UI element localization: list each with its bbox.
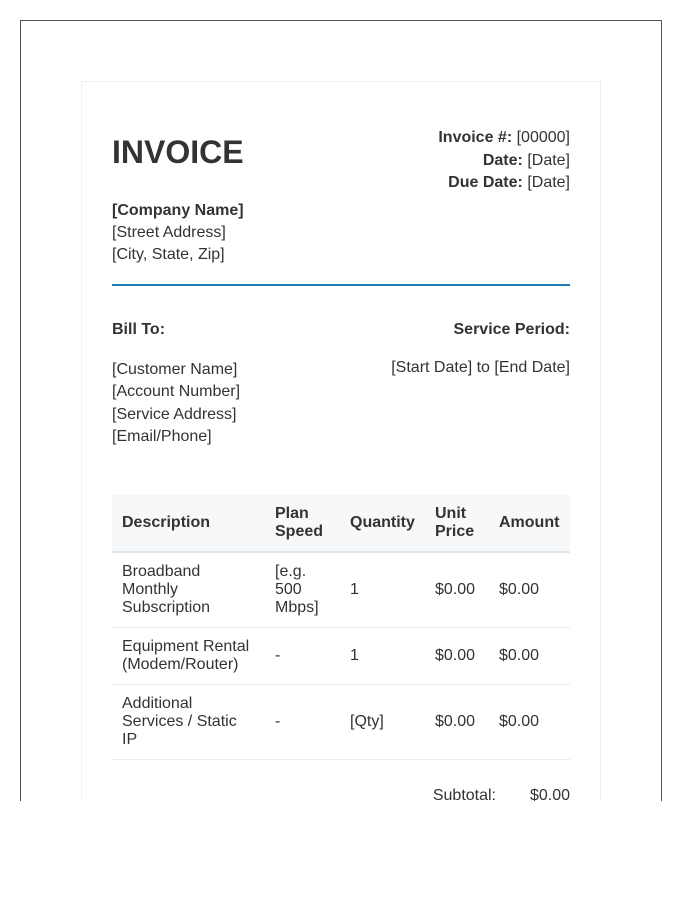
subtotal-value: $0.00 (529, 787, 570, 801)
header-amount: Amount (489, 495, 570, 552)
table-row (112, 552, 570, 628)
service-period-heading: Service Period: (453, 321, 570, 338)
company-city: [City, State, Zip] (112, 246, 225, 263)
cell-unit-price: $0.00 (425, 552, 489, 628)
cell-plan-speed: [e.g. 500 Mbps] (265, 552, 340, 628)
cell-quantity: 1 (340, 552, 425, 628)
table-row (112, 685, 570, 760)
bill-to-heading: Bill To: (112, 321, 166, 338)
bill-to-details (112, 359, 240, 448)
cell-description: Additional Services / Static IP (112, 685, 265, 760)
due-date-value: [Date] (527, 174, 570, 191)
invoice-meta (438, 127, 570, 195)
header-plan-speed: Plan Speed (265, 495, 340, 552)
cell-amount: $0.00 (489, 628, 570, 685)
service-address: [Service Address] (112, 405, 237, 423)
invoice-sheet (81, 81, 601, 801)
cell-quantity: [Qty] (340, 685, 425, 760)
due-date-line (438, 172, 570, 195)
due-date-label: Due Date: (448, 174, 523, 191)
service-period-value: [Start Date] to [End Date] (391, 359, 570, 376)
page-frame (20, 20, 662, 801)
customer-name: [Customer Name] (112, 361, 238, 378)
invoice-date-value: [Date] (527, 151, 570, 169)
cell-amount: $0.00 (489, 552, 570, 628)
company-info (112, 200, 244, 266)
header-unit-price: Unit Price (425, 495, 489, 552)
header-description: Description (112, 495, 265, 552)
invoice-date-label: Date: (482, 151, 523, 169)
invoice-title: INVOICE (112, 134, 244, 170)
invoice-number-line (438, 127, 570, 150)
invoice-number-label: Invoice #: (438, 129, 513, 146)
cell-description: Broadband Monthly Subscription (112, 552, 265, 628)
email-phone: [Email/Phone] (112, 427, 212, 445)
cell-quantity: 1 (340, 628, 425, 685)
cell-description: Equipment Rental (Modem/Router) (112, 628, 265, 685)
company-street: [Street Address] (112, 224, 226, 241)
table-row (112, 628, 570, 685)
cell-plan-speed: - (265, 685, 340, 760)
header-quantity: Quantity (340, 495, 425, 552)
header-divider (112, 284, 570, 286)
subtotal-label: Subtotal: (432, 787, 496, 801)
invoice-number-value: [00000] (516, 129, 570, 146)
cell-unit-price: $0.00 (425, 628, 489, 685)
cell-amount: $0.00 (489, 685, 570, 760)
account-number: [Account Number] (112, 383, 241, 401)
line-items-table (112, 495, 570, 760)
cell-plan-speed: - (265, 628, 340, 685)
cell-unit-price: $0.00 (425, 685, 489, 760)
invoice-date-line (438, 150, 570, 173)
table-header-row (112, 495, 570, 552)
company-name: [Company Name] (112, 202, 244, 219)
